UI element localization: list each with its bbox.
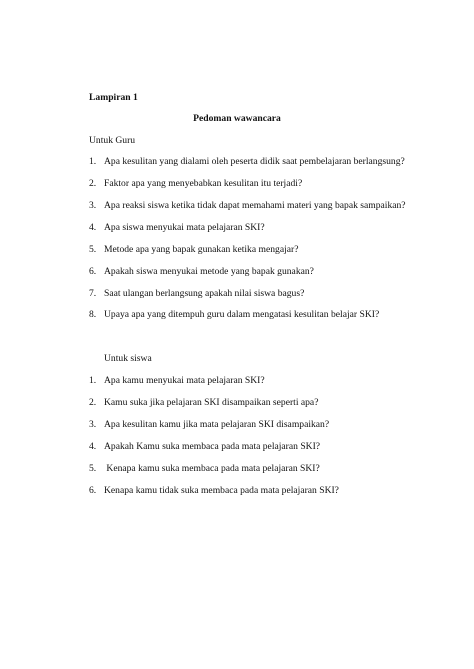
list-item-text: Faktor apa yang menyebabkan kesulitan itu terjadi? — [104, 178, 303, 189]
list-item-text: Apakah Kamu suka membaca pada mata pelajaran SKI? — [104, 441, 321, 452]
list-item-number: 4. — [89, 222, 97, 233]
list-item-text: Metode apa yang bapak gunakan ketika mengajar? — [104, 244, 299, 255]
list-item-number: 1. — [89, 156, 97, 167]
section-heading-guru: Untuk Guru — [89, 135, 136, 146]
list-item-number: 4. — [89, 441, 97, 452]
list-item-text: Kenapa kamu tidak suka membaca pada mata pelajaran SKI? — [104, 485, 339, 496]
attachment-label: Lampiran 1 — [89, 92, 138, 103]
list-item-text: Upaya apa yang ditempuh guru dalam mengatasi kesulitan belajar SKI? — [104, 309, 380, 320]
list-item-text: Apa kamu menyukai mata pelajaran SKI? — [104, 375, 265, 386]
list-item-number: 6. — [89, 266, 97, 277]
list-item-text: Kamu suka jika pelajaran SKI disampaikan seperti apa? — [104, 397, 319, 408]
list-item-number: 2. — [89, 397, 97, 408]
list-item-number: 6. — [89, 485, 97, 496]
section-heading-siswa: Untuk siswa — [104, 353, 152, 364]
list-item-text: Apa kesulitan yang dialami oleh peserta didik saat pembelajaran berlangsung? — [104, 156, 405, 167]
list-item-number: 1. — [89, 375, 97, 386]
document-title: Pedoman wawancara — [193, 113, 281, 124]
list-item-number: 5. — [89, 244, 97, 255]
list-item-text: Apa reaksi siswa ketika tidak dapat memahami materi yang bapak sampaikan? — [104, 200, 406, 211]
list-item-number: 8. — [89, 309, 97, 320]
list-item-text: Apa siswa menyukai mata pelajaran SKI? — [104, 222, 265, 233]
list-item-number: 5. — [89, 463, 97, 474]
list-item-number: 3. — [89, 419, 97, 430]
list-item-number: 7. — [89, 288, 97, 299]
list-item-text: Kenapa kamu suka membaca pada mata pelajaran SKI? — [104, 463, 320, 474]
list-item-number: 3. — [89, 200, 97, 211]
list-item-text: Saat ulangan berlangsung apakah nilai siswa bagus? — [104, 288, 305, 299]
list-item-number: 2. — [89, 178, 97, 189]
list-item-text: Apakah siswa menyukai metode yang bapak gunakan? — [104, 266, 314, 277]
list-item-text: Apa kesulitan kamu jika mata pelajaran SKI disampaikan? — [104, 419, 330, 430]
